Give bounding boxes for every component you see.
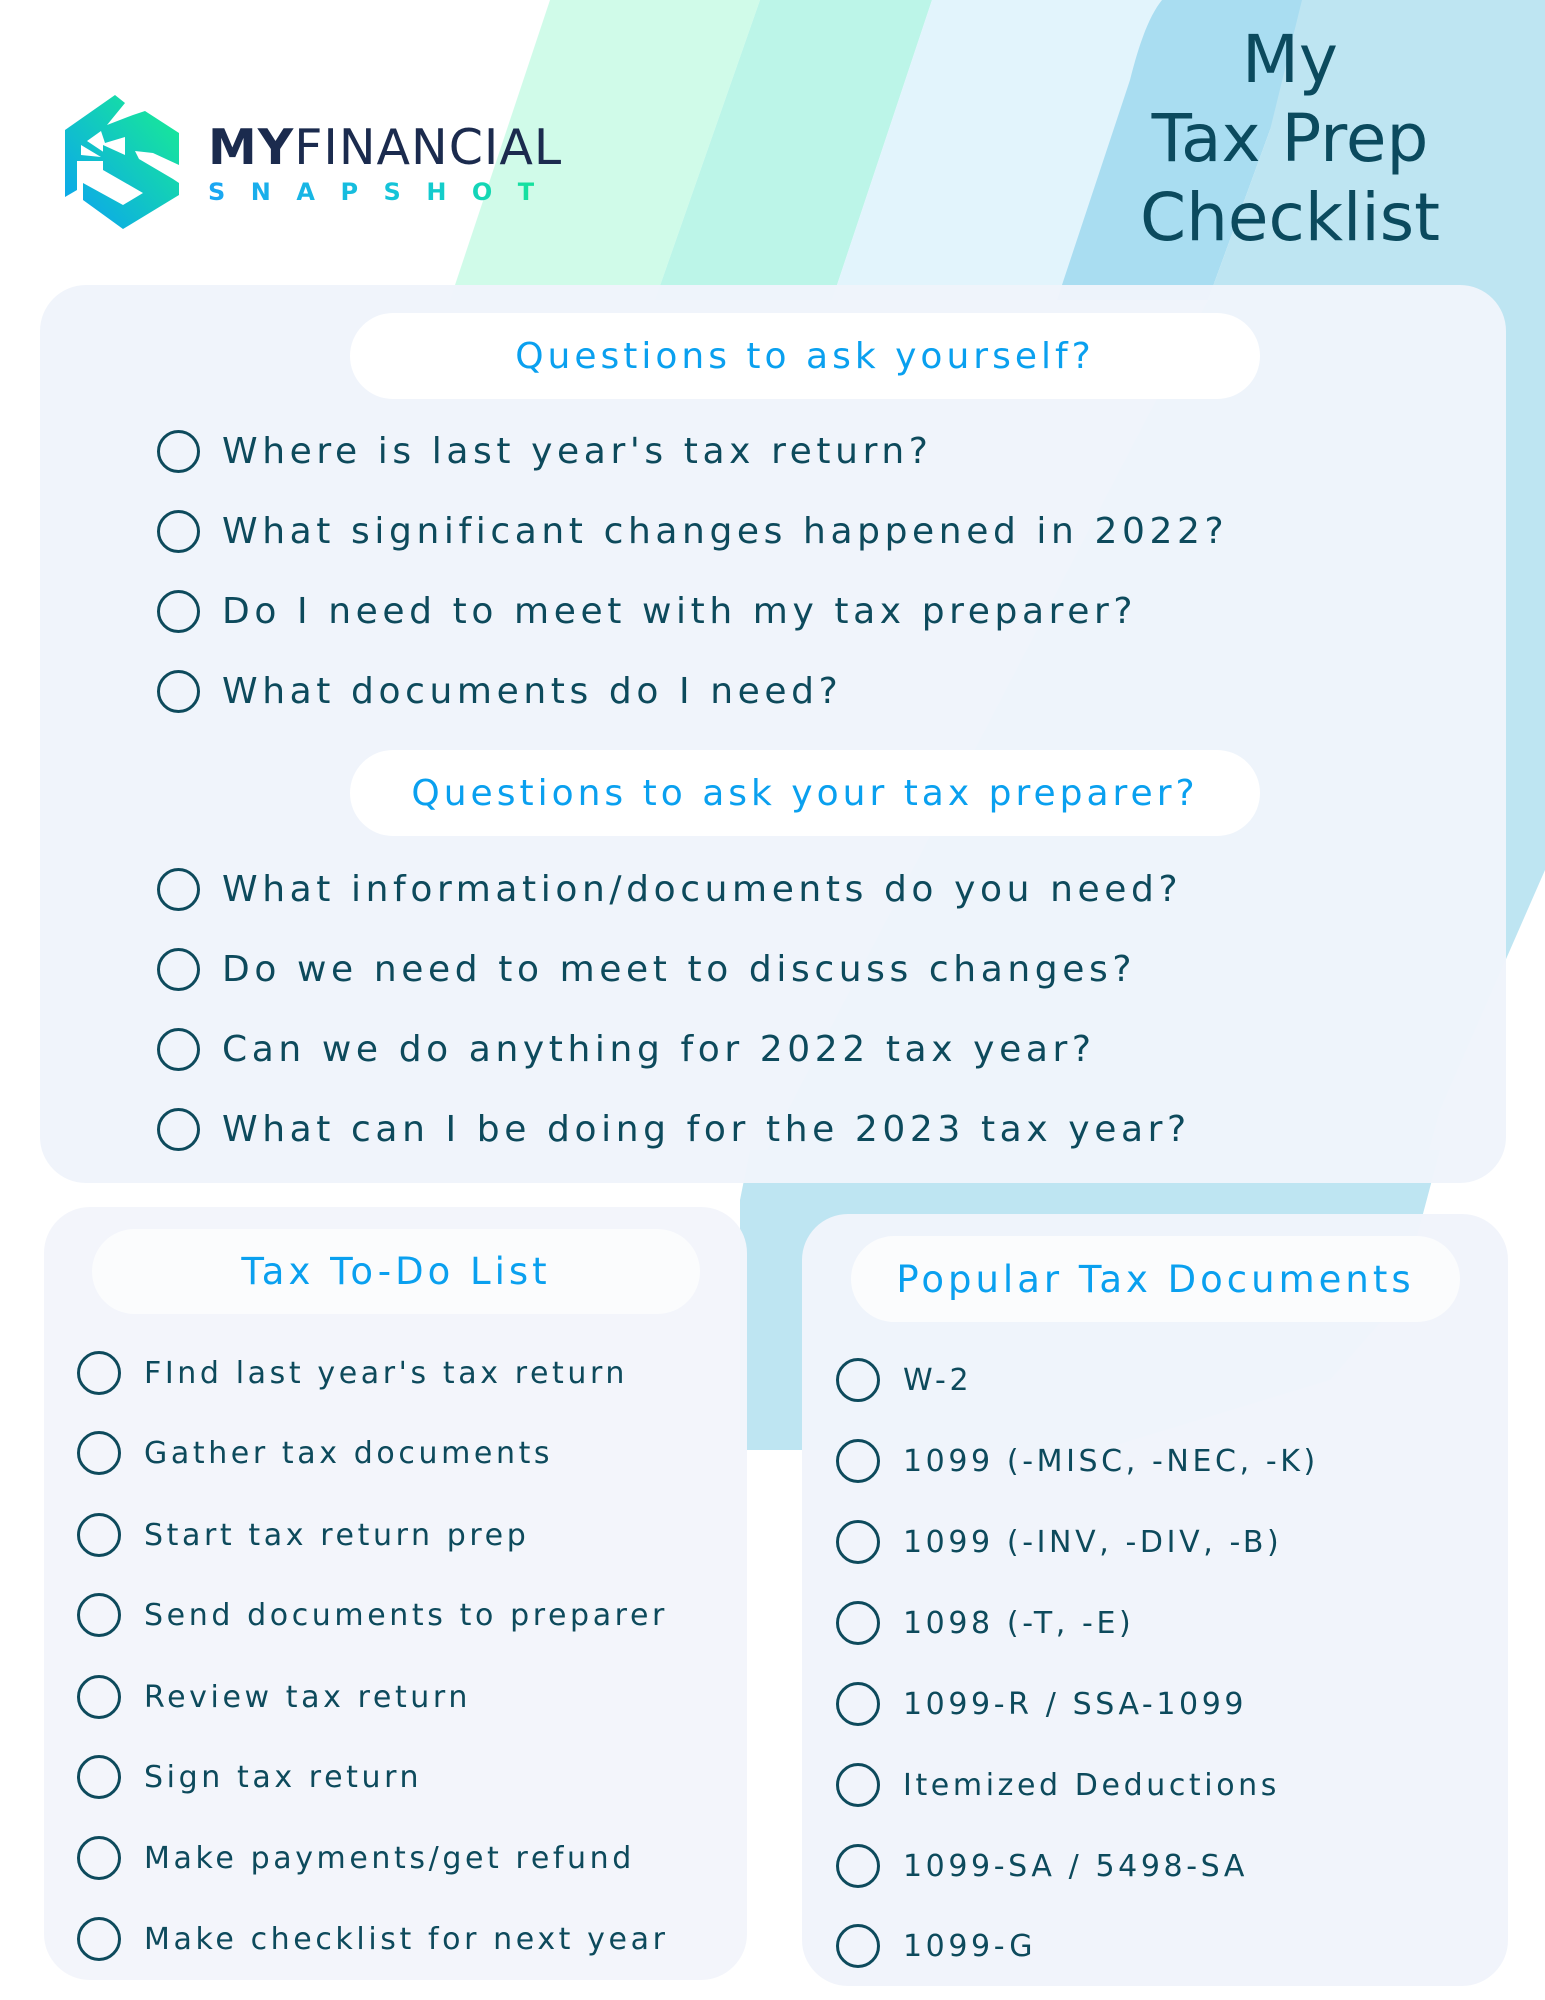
title-line-3: Checklist: [1140, 179, 1440, 256]
mfs-cube-logo-icon: [63, 95, 181, 229]
todo-item[interactable]: [77, 1351, 628, 1395]
checklist-item[interactable]: [157, 948, 1136, 991]
checkbox-circle-icon[interactable]: [157, 510, 200, 553]
checklist-item-label: Do I need to meet with my tax preparer?: [222, 591, 1138, 632]
todo-item-label: Sign tax return: [144, 1759, 423, 1795]
documents-panel: [802, 1214, 1508, 1986]
document-item-label: W-2: [903, 1362, 973, 1398]
document-item-label: 1098 (-T, -E): [903, 1605, 1135, 1641]
document-item[interactable]: [836, 1924, 1036, 1968]
todo-item-label: Make payments/get refund: [144, 1840, 635, 1876]
brand-name: [208, 120, 562, 176]
checkbox-circle-icon[interactable]: [157, 948, 200, 991]
checkbox-circle-icon[interactable]: [77, 1675, 121, 1719]
document-item[interactable]: [836, 1682, 1247, 1726]
checkbox-circle-icon[interactable]: [836, 1763, 880, 1807]
document-item-label: 1099 (-MISC, -NEC, -K): [903, 1443, 1319, 1479]
document-item-label: 1099 (-INV, -DIV, -B): [903, 1524, 1283, 1560]
document-item[interactable]: [836, 1439, 1319, 1483]
todo-item[interactable]: [77, 1593, 668, 1637]
checklist-item[interactable]: [157, 590, 1137, 633]
checklist-item-label: Do we need to meet to discuss changes?: [222, 949, 1137, 990]
section-heading-documents: [851, 1236, 1460, 1322]
section-heading-preparer: [350, 750, 1260, 836]
checkbox-circle-icon[interactable]: [77, 1593, 121, 1637]
checklist-item-label: What significant changes happened in 2022?: [222, 511, 1229, 552]
section-heading-preparer-label: Questions to ask your tax preparer?: [411, 772, 1199, 814]
checkbox-circle-icon[interactable]: [77, 1431, 121, 1475]
checkbox-circle-icon[interactable]: [836, 1358, 880, 1402]
brand-name-bold: MY: [208, 119, 295, 176]
checklist-item[interactable]: [157, 430, 932, 473]
checklist-item-label: Where is last year's tax return?: [222, 431, 933, 472]
checklist-item[interactable]: [157, 1108, 1191, 1151]
document-item[interactable]: [836, 1763, 1280, 1807]
title-line-1: My: [1241, 21, 1338, 98]
todo-item[interactable]: [77, 1513, 529, 1557]
questions-panel: [40, 285, 1506, 1183]
checklist-item-label: What can I be doing for the 2023 tax year?: [222, 1109, 1191, 1150]
section-heading-self-label: Questions to ask yourself?: [515, 335, 1095, 377]
document-item[interactable]: [836, 1358, 972, 1402]
checkbox-circle-icon[interactable]: [77, 1755, 121, 1799]
todo-item[interactable]: [77, 1431, 553, 1475]
checkbox-circle-icon[interactable]: [157, 430, 200, 473]
todo-item[interactable]: [77, 1836, 635, 1880]
brand-name-light: FINANCIAL: [294, 119, 563, 176]
checklist-item[interactable]: [157, 868, 1182, 911]
title-line-2: Tax Prep: [1151, 100, 1429, 177]
brand-logo: [208, 120, 562, 206]
checklist-item[interactable]: [157, 510, 1228, 553]
section-heading-self: [350, 313, 1260, 399]
todo-item-label: Review tax return: [144, 1679, 471, 1715]
checkbox-circle-icon[interactable]: [836, 1682, 880, 1726]
checkbox-circle-icon[interactable]: [836, 1924, 880, 1968]
checklist-item[interactable]: [157, 670, 842, 713]
checkbox-circle-icon[interactable]: [157, 1108, 200, 1151]
document-item[interactable]: [836, 1601, 1134, 1645]
todo-item-label: Start tax return prep: [144, 1517, 530, 1553]
document-item-label: 1099-G: [903, 1928, 1037, 1964]
document-item[interactable]: [836, 1844, 1248, 1888]
checklist-item[interactable]: [157, 1028, 1096, 1071]
checklist-item-label: What documents do I need?: [222, 671, 843, 712]
document-item-label: 1099-R / SSA-1099: [903, 1686, 1248, 1722]
checkbox-circle-icon[interactable]: [77, 1513, 121, 1557]
todo-item-label: Send documents to preparer: [144, 1597, 668, 1633]
checklist-item-label: Can we do anything for 2022 tax year?: [222, 1029, 1096, 1070]
checklist-item-label: What information/documents do you need?: [222, 869, 1183, 910]
checkbox-circle-icon[interactable]: [836, 1520, 880, 1564]
section-heading-documents-label: Popular Tax Documents: [896, 1257, 1415, 1301]
todo-item-label: FInd last year's tax return: [144, 1355, 629, 1391]
checkbox-circle-icon[interactable]: [836, 1844, 880, 1888]
checkbox-circle-icon[interactable]: [77, 1351, 121, 1395]
todo-item[interactable]: [77, 1755, 422, 1799]
checkbox-circle-icon[interactable]: [157, 868, 200, 911]
checkbox-circle-icon[interactable]: [836, 1601, 880, 1645]
checkbox-circle-icon[interactable]: [77, 1917, 121, 1961]
checkbox-circle-icon[interactable]: [157, 590, 200, 633]
page-title: [1080, 20, 1500, 257]
todo-item[interactable]: [77, 1675, 471, 1719]
document-item-label: Itemized Deductions: [903, 1767, 1281, 1803]
todo-item[interactable]: [77, 1917, 669, 1961]
todo-panel: [44, 1207, 747, 1980]
checkbox-circle-icon[interactable]: [77, 1836, 121, 1880]
todo-item-label: Make checklist for next year: [144, 1921, 669, 1957]
checkbox-circle-icon[interactable]: [157, 670, 200, 713]
checkbox-circle-icon[interactable]: [836, 1439, 880, 1483]
section-heading-todo-label: Tax To-Do List: [241, 1250, 551, 1293]
document-item[interactable]: [836, 1520, 1282, 1564]
section-heading-todo: [92, 1229, 700, 1314]
checkbox-circle-icon[interactable]: [157, 1028, 200, 1071]
brand-tagline: SNAPSHOT: [208, 178, 562, 206]
todo-item-label: Gather tax documents: [144, 1435, 554, 1471]
document-item-label: 1099-SA / 5498-SA: [903, 1848, 1248, 1884]
